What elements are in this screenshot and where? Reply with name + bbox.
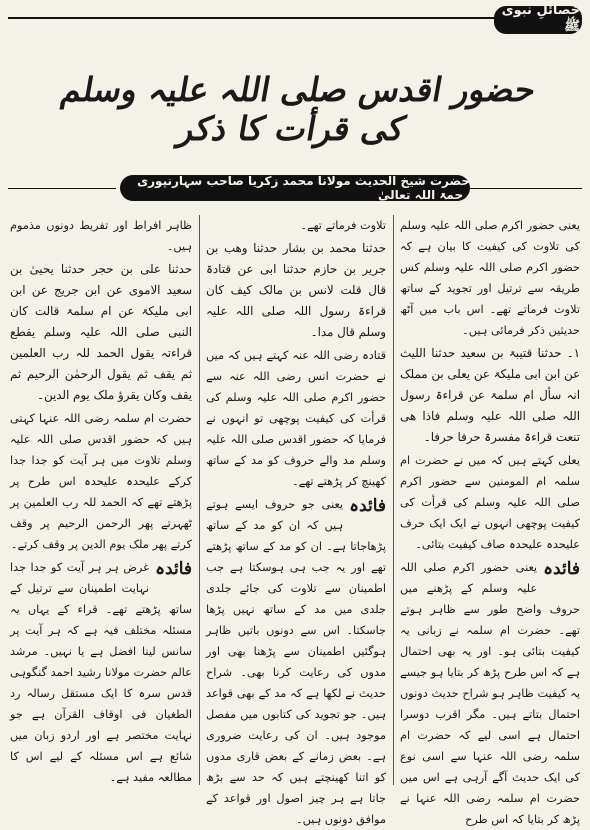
arabic-hadith: حدثنا علی بن حجر حدثنا یحییٰ بن سعید الاموی عن ابن جریج عن ابن ابی ملیکۃ عن ام سلمۃ قالت کان النبی صلی اللہ علیہ وسلم یقطع قراءتہ یقول الحمد للہ رب العلمین ثم یقف ثم یقول الرحمٰن الرحیم ثم یقف وکان یقرؤ ملک یوم الدین۔ [10, 262, 192, 402]
paragraph: یعنی حضور اکرم صلی اللہ علیہ وسلم کی تلاوت کی کیفیت کا بیان ہے کہ حضور اکرم صلی اللہ علیہ وسلم کس طریقہ سے ترتیل اور تجوید کے ساتھ تلاوت فرماتے تھے۔ اس باب میں آٹھ حدیثیں ذکر فرمائی ہیں۔ [400, 219, 580, 337]
section-header-tag: خصائلِ نبوی ﷺ [494, 6, 582, 34]
page-title: حضور اقدس صلی اللہ علیہ وسلم کی قرأت کا ذکر [57, 70, 540, 148]
column-divider [199, 215, 200, 785]
paragraph: تلاوت فرماتے تھے۔ [300, 219, 386, 232]
fayida-label: فائدہ [349, 496, 386, 516]
fayida-label: فائدہ [155, 559, 192, 579]
paragraph: یعنی حضور اکرم صلی اللہ علیہ وسلم کے پڑھنے میں حروف واضح طور سے ظاہر ہوتے تھے۔ حضرت ام سلمہ نے زبانی یہ کیفیت بتائی ہو۔ اور یہ بھی احتمال ہے کہ اس طرح پڑھ کر بتایا ہو جیسے یہ کیفیت ظاہر ہو شراح حدیث دونوں احتمال بتاتے ہیں۔ مگر اقرب دوسرا احتمال ہے اسی لیے کہ حضرت ام سلمہ رضی اللہ عنہا سے اسی نوع کی ایک حدیث آگے آرہی ہے اس میں حضرت ام سلمہ رضی اللہ عنہا نے پڑھ کر بتایا کہ اس طرح [400, 561, 580, 826]
arabic-hadith: ۱۔ حدثنا قتیبۃ بن سعید حدثنا اللیث عن ابن ابی ملیکۃ عن یعلی بن مملک انہ سأل ام سلمۃ عن قراءۃ رسول اللہ صلی اللہ علیہ وسلم فاذا ھی تنعت قراءۃ مفسرۃ حرفا حرفا۔ [399, 346, 580, 444]
fayida-label: فائدہ [543, 559, 580, 579]
column-divider [393, 215, 394, 785]
paragraph: یعلی کہتے ہیں کہ میں نے حضرت ام سلمہ ام المومنین سے حضور اکرم صلی اللہ علیہ وسلم کی قرأت کی کیفیت پوچھی انہوں نے ایک ایک حرف علیحدہ علیحدہ صاف کیفیت بتائی۔ [400, 454, 580, 551]
paragraph: حضرت ام سلمہ رضی اللہ عنہا کہتی ہیں کہ حضور اقدس صلی اللہ علیہ وسلم تلاوت میں ہر آیت کو جدا جدا کرکے علیحدہ علیحدہ اس طرح پر پڑھتے تھے کہ الحمد للہ رب العلمین پر ٹھہرتے پھر الرحمن الرحیم پر وقف کرتے پھر ملک یوم الدین پر وقف کرتے۔ [10, 412, 192, 551]
author-rule-left [8, 188, 116, 189]
author-rule-right [466, 188, 582, 189]
column-middle [206, 215, 386, 826]
author-bar: حضرت شیخ الحدیث مولانا محمد زکریا صاحب سہارنپوری رحمۃ اللہ تعالیٰ [120, 175, 470, 201]
paragraph: قتادہ رضی اللہ عنہ کہتے ہیں کہ میں نے حضرت انس رضی اللہ عنہ سے حضور اکرم صلی اللہ علیہ وسلم کی قرأت کی کیفیت پوچھی تو انہوں نے فرمایا کہ حضور اقدس صلی اللہ علیہ وسلم مد والے حروف کو مد کے ساتھ کھینچ کر پڑھتے تھے۔ [206, 349, 386, 488]
paragraph: غرض ہر ہر آیت کو جدا جدا نہایت اطمینان سے ترتیل کے ساتھ پڑھتے تھے۔ قراء کے یہاں یہ مسئلہ مختلف فیہ ہے کہ ہر آیت پر سانس لینا افضل ہے یا نہیں۔ مرشد عالم حضرت مولانا رشید احمد گنگوہی قدس سرہ کا ایک مستقل رسالہ رد الطغیان فی اوقاف القرآن ہے جو نہایت مختصر ہے اور اردو زبان میں شائع ہے اس مسئلہ کے لیے اس کا مطالعہ مفید ہے۔ [10, 561, 192, 784]
paragraph: ظاہر افراط اور تفریط دونوں مذموم ہیں۔ [10, 219, 192, 253]
paragraph: یعنی جو حروف ایسے ہوتے ہیں کہ ان کو مد کے ساتھ پڑھاجاتا ہے۔ ان کو مد کے ساتھ پڑھتے تھے اور یہ جب ہی ہوسکتا ہے جب اطمینان سے تلاوت کی جائے جلدی جلدی میں مد کے ساتھ نہیں پڑھا جاسکتا۔ اس سے دونوں باتیں ظاہر ہوگئیں اطمینان سے پڑھنا بھی اور مدوں کی رعایت کرنا بھی۔ شراح حدیث نے لکھا ہے کہ مد کے بھی قواعد ہیں۔ جو تجوید کی کتابوں میں مفصل موجود ہیں۔ ان کی رعایت ضروری ہے۔ بعض زمانے کے بعض قاری مدوں کو اتنا کھینچتے ہیں کہ حد سے بڑھ جاتا ہے ہر چیز اصول اور قواعد کے موافق دونوں ہیں۔ [206, 498, 386, 826]
arabic-hadith: حدثنا محمد بن بشار حدثنا وھب بن جریر بن حازم حدثنا ابی عن قتادۃ قال قلت لانس بن مالک کیف کان قراءۃ رسول اللہ صلی اللہ علیہ وسلم قال مدا۔ [206, 241, 386, 339]
column-right [399, 215, 580, 826]
header-rule [8, 17, 494, 19]
column-left [10, 215, 192, 785]
